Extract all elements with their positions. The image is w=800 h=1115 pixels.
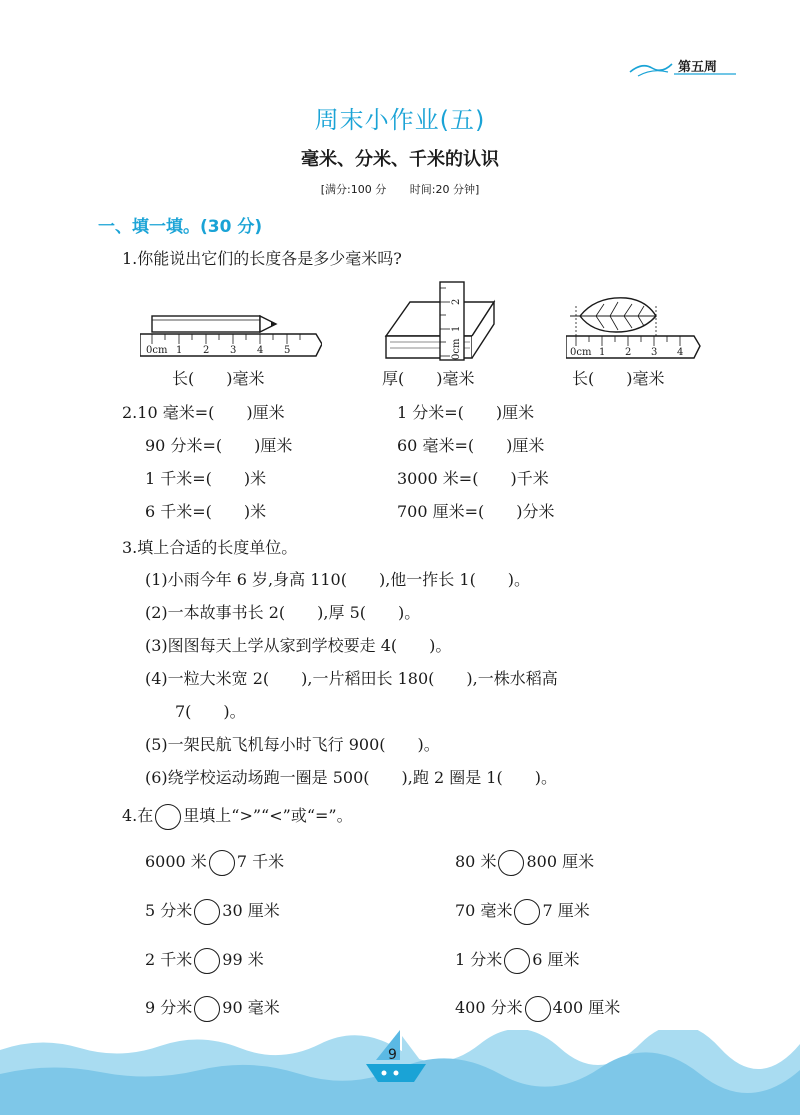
- ruler-label: 4: [257, 345, 264, 356]
- compare-left: 9 分米: [145, 998, 193, 1017]
- compare-circle[interactable]: [498, 850, 524, 876]
- compare-right: 800 厘米: [526, 852, 595, 871]
- caption-book: 厚( )毫米: [382, 369, 475, 388]
- q2-item: 2.10 毫米=( )厘米: [122, 403, 285, 422]
- q3-item: (2)一本故事书长 2( ),厚 5( )。: [145, 603, 421, 622]
- q2-item: 90 分米=( )厘米: [145, 436, 293, 455]
- q2-item: 60 毫米=( )厘米: [397, 436, 545, 455]
- compare-item: [145, 995, 280, 1022]
- q2-item: 3000 米=( )千米: [397, 469, 549, 488]
- leaf-ruler-figure: [566, 292, 706, 364]
- compare-circle[interactable]: [194, 899, 220, 925]
- compare-left: 400 分米: [455, 998, 523, 1017]
- page-subtitle: 毫米、分米、千米的认识: [301, 149, 499, 170]
- footer-waves: [0, 1030, 800, 1115]
- q3-item: (4)一粒大米宽 2( ),一片稻田长 180( ),一株水稻高: [145, 669, 558, 688]
- compare-item: [145, 947, 264, 974]
- compare-item: [145, 898, 280, 925]
- caption-pencil: 长( )毫米: [172, 369, 265, 388]
- compare-item: [455, 898, 590, 925]
- ruler-label: 2: [203, 345, 210, 356]
- q4-prompt-b: 里填上“>”“<”或“=”。: [183, 806, 353, 825]
- compare-left: 70 毫米: [455, 901, 513, 920]
- book-ruler-figure: [380, 280, 500, 364]
- full-score: [满分:100 分: [320, 183, 387, 196]
- score-line: [0, 181, 800, 197]
- compare-left: 1 分米: [455, 950, 503, 969]
- q2-item: 6 千米=( )米: [145, 502, 267, 521]
- caption-leaf: 长( )毫米: [572, 369, 665, 388]
- ruler-label: 1: [176, 345, 183, 356]
- section-heading: 一、填一填。(30 分): [98, 217, 263, 237]
- compare-left: 2 千米: [145, 950, 193, 969]
- compare-item: [145, 849, 284, 876]
- q3-item: (6)绕学校运动场跑一圈是 500( ),跑 2 圈是 1( )。: [145, 768, 557, 787]
- compare-circle[interactable]: [209, 850, 235, 876]
- time-limit: 时间:20 分钟]: [409, 183, 480, 196]
- compare-left: 5 分米: [145, 901, 193, 920]
- ruler-label: 3: [230, 345, 237, 356]
- compare-circle[interactable]: [504, 948, 530, 974]
- page-title: 周末小作业(五): [314, 106, 486, 134]
- q2-item: 700 厘米=( )分米: [397, 502, 555, 521]
- compare-right: 7 千米: [236, 852, 285, 871]
- page-number: 9: [388, 1047, 397, 1063]
- compare-right: 7 厘米: [542, 901, 590, 920]
- compare-right: 30 厘米: [222, 901, 280, 920]
- q3-prompt: 3.填上合适的长度单位。: [122, 538, 298, 557]
- ruler-label: 1: [599, 347, 606, 358]
- week-tag: [628, 52, 738, 78]
- compare-item: [455, 947, 580, 974]
- pencil-ruler-figure: [140, 308, 322, 366]
- compare-item: [455, 995, 620, 1022]
- q4-prompt-a: 4.在: [122, 806, 154, 825]
- q2-item: 1 千米=( )米: [145, 469, 267, 488]
- compare-right: 6 厘米: [532, 950, 580, 969]
- compare-right: 90 毫米: [222, 998, 280, 1017]
- compare-circle[interactable]: [194, 948, 220, 974]
- ruler-label: 0cm: [570, 347, 592, 358]
- ruler-label: 2: [625, 347, 632, 358]
- week-label: 第五周: [678, 60, 718, 75]
- ruler-label: 0cm: [146, 345, 168, 356]
- compare-left: 6000 米: [145, 852, 207, 871]
- ruler-label: 2: [451, 298, 462, 305]
- ruler-label: 4: [677, 347, 684, 358]
- compare-circle[interactable]: [525, 996, 551, 1022]
- compare-item: [455, 849, 594, 876]
- circle-icon: [155, 804, 181, 830]
- ruler-label: 0cm: [451, 338, 462, 360]
- q3-item: (5)一架民航飞机每小时飞行 900( )。: [145, 735, 440, 754]
- compare-left: 80 米: [455, 852, 497, 871]
- ruler-label: 5: [284, 345, 291, 356]
- q3-item: 7( )。: [175, 702, 246, 721]
- ruler-label: 1: [451, 325, 462, 332]
- compare-right: 99 米: [222, 950, 264, 969]
- ruler-label: 3: [651, 347, 658, 358]
- compare-right: 400 厘米: [552, 998, 621, 1017]
- q2-item: 1 分米=( )厘米: [397, 403, 535, 422]
- compare-circle[interactable]: [194, 996, 220, 1022]
- q3-item: (1)小雨今年 6 岁,身高 110( ),他一拃长 1( )。: [145, 570, 531, 589]
- q1-prompt: 1.你能说出它们的长度各是多少毫米吗?: [122, 249, 402, 268]
- compare-circle[interactable]: [514, 899, 540, 925]
- q3-item: (3)图图每天上学从家到学校要走 4( )。: [145, 636, 452, 655]
- q4-prompt: [122, 803, 353, 830]
